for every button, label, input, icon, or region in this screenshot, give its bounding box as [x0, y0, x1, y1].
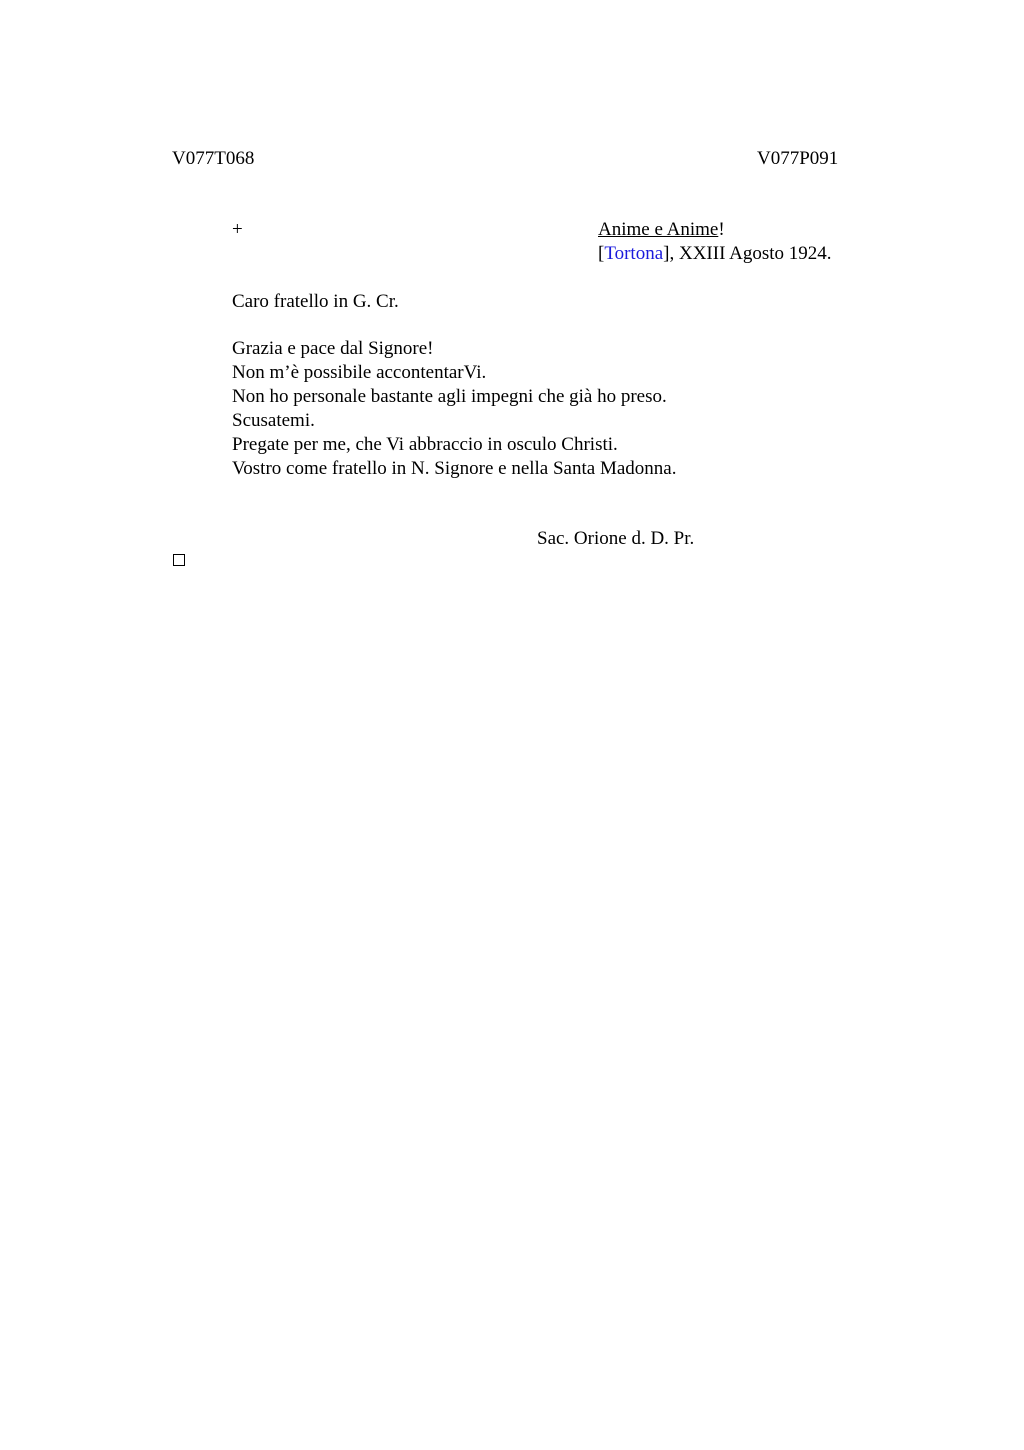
salutation: Caro fratello in G. Cr.	[232, 291, 399, 312]
letter-body	[232, 337, 676, 481]
body-line: Vostro come fratello in N. Signore e nella Santa Madonna.	[232, 458, 677, 479]
letter-heading	[598, 218, 725, 242]
signature: Sac. Orione d. D. Pr.	[537, 528, 695, 549]
heading-suffix: !	[718, 219, 725, 240]
date-place: Tortona	[604, 243, 664, 264]
date-rest: ], XXIII Agosto 1924.	[663, 243, 832, 264]
end-marker-box-icon	[173, 554, 185, 566]
heading-underlined-text: Anime e Anime	[598, 219, 719, 240]
body-line: Grazia e pace dal Signore!	[232, 338, 434, 359]
cross-symbol: +	[232, 219, 243, 240]
document-ref-left: V077T068	[172, 148, 255, 169]
body-line: Scusatemi.	[232, 410, 315, 431]
document-ref-right: V077P091	[757, 148, 839, 169]
body-line: Non ho personale bastante agli impegni che già ho preso.	[232, 386, 667, 407]
body-line: Pregate per me, che Vi abbraccio in osculo Christi.	[232, 434, 618, 455]
date-open-bracket: [	[598, 243, 605, 264]
letter-dateline	[598, 242, 832, 266]
body-line: Non m’è possibile accontentarVi.	[232, 362, 487, 383]
